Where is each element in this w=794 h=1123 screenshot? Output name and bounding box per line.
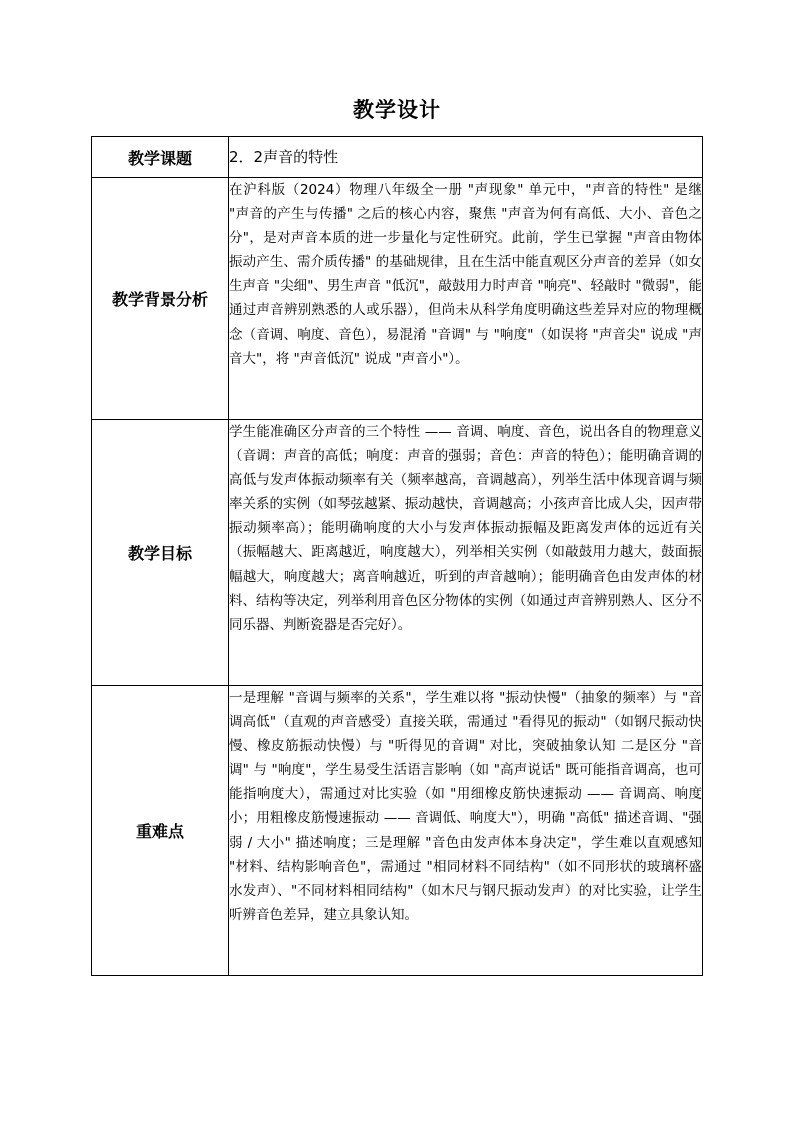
background-label: 教学背景分析 <box>92 178 229 420</box>
background-content: 在沪科版（2024）物理八年级全一册 "声现象" 单元中，"声音的特性" 是继 "声音的产生与传播" 之后的核心内容，聚焦 "声音为何有高低、大小、音色之分"，是对声音本质的进一步量化与定性研究。此前，学生已掌握 "声音由物体振动产生、需介质传播" 的基础规律，且在生活中能直观区分声音的差异（如女生声音 "尖细"、男生声音 "低沉"，敲鼓用力时声音 "响亮"、轻敲时 "微弱"，能通过声音辨别熟悉的人或乐器），但尚未从科学角度明确这些差异对应的物理概念（音调、响度、音色），易混淆 "音调" 与 "响度"（如误将 "声音尖" 说成 "声音大"，将 "声音低沉" 说成 "声音小"）。 <box>229 178 703 420</box>
topic-label: 教学课题 <box>92 137 229 178</box>
key-points-label: 重难点 <box>92 686 229 976</box>
page-title: 教学设计 <box>353 98 441 122</box>
objectives-content: 学生能准确区分声音的三个特性 —— 音调、响度、音色，说出各自的物理意义（音调：声音的高低；响度：声音的强弱；音色：声音的特色）；能明确音调的高低与发声体振动频率有关（频率越高，音调越高），列举生活中体现音调与频率关系的实例（如琴弦越紧、振动越快，音调越高；小孩声音比成人尖，因声带振动频率高）；能明确响度的大小与发声体振动振幅及距离发声体的远近有关（振幅越大、距离越近，响度越大），列举相关实例（如敲鼓用力越大，鼓面振幅越大，响度越大；离音响越近，听到的声音越响）；能明确音色由发声体的材料、结构等决定，列举利用音色区分物体的实例（如通过声音辨别熟人、区分不同乐器、判断瓷器是否完好）。 <box>229 420 703 686</box>
row-key-points <box>92 686 703 976</box>
topic-content: 2．2声音的特性 <box>229 137 703 178</box>
objectives-label: 教学目标 <box>92 420 229 686</box>
row-background <box>92 178 703 420</box>
key-points-content: 一是理解 "音调与频率的关系"，学生难以将 "振动快慢"（抽象的频率）与 "音调高低"（直观的声音感受）直接关联，需通过 "看得见的振动"（如钢尺振动快慢、橡皮筋振动快慢）与 "听得见的音调" 对比，突破抽象认知 二是区分 "音调" 与 "响度"，学生易受生活语言影响（如 "高声说话" 既可能指音调高，也可能指响度大），需通过对比实验（如 "用细橡皮筋快速振动 —— 音调高、响度小；用粗橡皮筋慢速振动 —— 音调低、响度大"），明确 "高低" 描述音调、"强弱 / 大小" 描述响度；三是理解 "音色由发声体本身决定"，学生难以直观感知 "材料、结构影响音色"，需通过 "相同材料不同结构"（如不同形状的玻璃杯盛水发声）、"不同材料相同结构"（如木尺与钢尺振动发声）的对比实验，让学生听辨音色差异，建立具象认知。 <box>229 686 703 976</box>
row-topic <box>92 137 703 178</box>
row-objectives <box>92 420 703 686</box>
lesson-design-table <box>91 136 703 976</box>
